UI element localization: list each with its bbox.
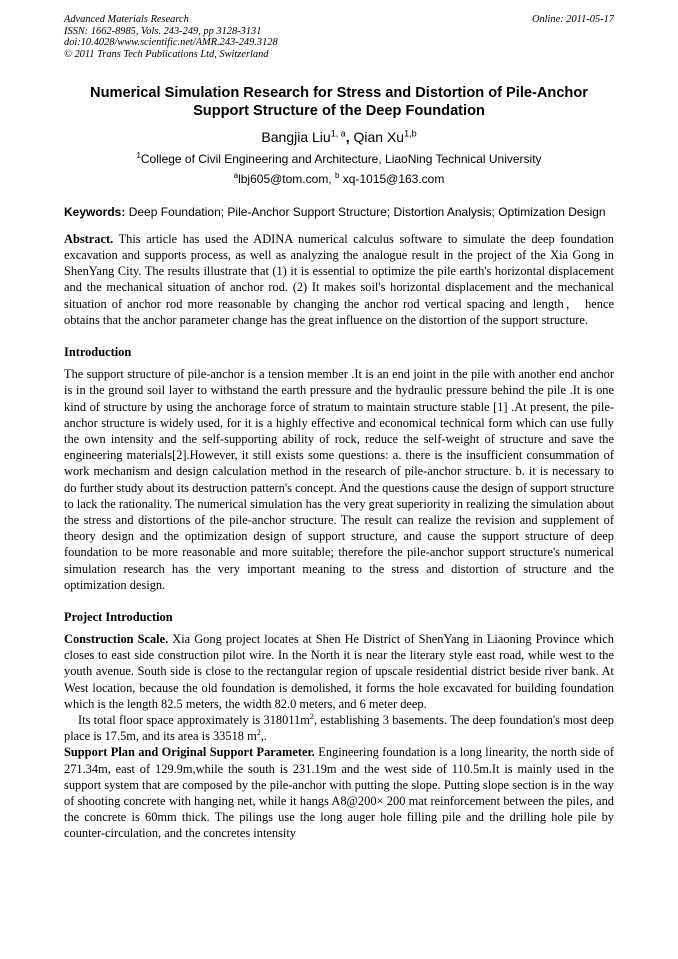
construction-scale-label: Construction Scale. (64, 631, 169, 646)
author-name: Qian Xu (353, 129, 405, 146)
floor-space-text: Its total floor space approximately is 318011m (78, 712, 310, 727)
author-superscript: 1, a (330, 128, 346, 139)
journal-header (64, 14, 614, 60)
author-name: Bangjia Liu (261, 129, 331, 146)
section-heading-introduction: Introduction (64, 345, 132, 360)
keywords-text: Deep Foundation; Pile-Anchor Support Structure; Distortion Analysis; Optimization Design (125, 205, 606, 220)
floor-space-text: ,. (260, 729, 267, 744)
support-plan-paragraph (64, 744, 614, 841)
copyright-line: © 2011 Trans Tech Publications Ltd, Switzerland (64, 48, 269, 60)
author-superscript: 1,b (404, 128, 417, 139)
keywords (64, 205, 614, 221)
abstract-label: Abstract. (64, 231, 114, 246)
author-emails (64, 172, 614, 187)
issn-line: ISSN: 1662-8985, Vols. 243-249, pp 3128-3131 (64, 25, 262, 37)
affiliation-text: College of Civil Engineering and Architecture, LiaoNing Technical University (140, 152, 542, 167)
email-superscript: b (334, 171, 340, 181)
floor-space-text: , establishing 3 basements. The deep foundation's most deep place is 17.5m, and its area is 33518 m (64, 712, 614, 744)
floor-space-paragraph (64, 712, 614, 744)
floor-space-superscript: 2 (309, 711, 314, 721)
online-date: Online: 2011-05-17 (531, 14, 614, 25)
abstract (64, 231, 614, 328)
abstract-text: This article has used the ADINA numerical calculus software to simulate the deep foundation excavation and supports process, as well as analyzing the analogue result in the project of the Xia Gong in ShenYang City. The results illustrate that (1) it is essential to optimize the pile earth's horizontal displacement and the mechanical situation of anchor rod. (2) It makes soil's horizontal displacement and the mechanical situation of anchor rod more reasonable by changing the anchor rod vertical spacing and length， hence obtains that the anchor parameter change has the great influence on the distortion of the support structure. (64, 231, 614, 327)
paper-title: Numerical Simulation Research for Stress and Distortion of Pile-Anchor Support Structure of the Deep Foundation (90, 85, 588, 120)
construction-scale-paragraph (64, 631, 614, 712)
support-plan-label: Support Plan and Original Support Parameter. (64, 745, 315, 760)
email-link[interactable]: xq-1015@163.com (339, 172, 445, 187)
journal-name: Advanced Materials Research (64, 14, 189, 25)
introduction-paragraph: The support structure of pile-anchor is a tension member .It is an end joint in the pile with another end anchor is in the ground soil layer to withstand the earth pressure and the hydraulic pressure behind the pile .It is one kind of structure by using the anchorage force of stratum to maintain structure stable [1] .At present, the pile-anchor structure is widely used, for it is a highly effective and economical technical form which can use fully the own intensity and the self-supporting ability of rock, reduce the self-weight of structure and save the engineering materials[2].However, it still exists some questions: a. there is the insufficient consummation of work mechanism and design calculation method in the research of pile-anchor structure. b. it is necessary to do further study about its destruction pattern's concept. And the questions cause the design of support structure to lack the rationality. The numerical simulation has the very great superiority in realizing the simulation about the stress and distortions of the pile-anchor structure. The result can realize the revision and supplement of theory design and the optimization design of support structure, and cause the support structure of deep foundation to be more reasonable and more suitable; therefore the pile-anchor support structure's numerical simulation research has the very important meaning to the stress and distortion of structure and the optimization design. (64, 367, 614, 592)
doi-line: doi:10.4028/www.scientific.net/AMR.243-249.3128 (64, 37, 278, 49)
email-superscript: a (233, 171, 239, 181)
construction-scale-text: Xia Gong project locates at Shen He District of ShenYang in Liaoning Province which closes to east side construction pilot wire. In the North it is near the literary style east road, while west to the youth avenue. South side is close to the rectangular region of upscale residential district beside river bank. At West location, because the old foundation is demolished, it forms the hole excavated for building foundation which is the length 82.5 meters, the width 82.0 meters, and 6 meter deep. (64, 631, 614, 711)
support-plan-text: Engineering foundation is a long linearity, the north side of 271.34m, east of 129.9m,while the south is 231.19m and the west side of 110.5m.It is mainly used in the support system that are composed by the pile-anchor with putting the slope. Putting slope section is in the way of shooting concrete with hanging net, while it hangs A8@200× 200 mat reinforcement between the piles, and the concrete is 60mm thick. The pilings use the long auger hole filling pile and the drilling hole pile by counter-circulation, and the concretes intensity (64, 745, 614, 841)
keywords-label: Keywords: (64, 205, 126, 220)
floor-space-superscript: 2 (256, 728, 261, 738)
section-heading-project-introduction: Project Introduction (64, 609, 173, 624)
affiliation-superscript: 1 (136, 151, 141, 161)
author-separator: , (345, 129, 354, 146)
author-list (64, 128, 614, 146)
affiliation (64, 152, 614, 167)
email-link[interactable]: lbj605@tom.com, (238, 172, 335, 187)
